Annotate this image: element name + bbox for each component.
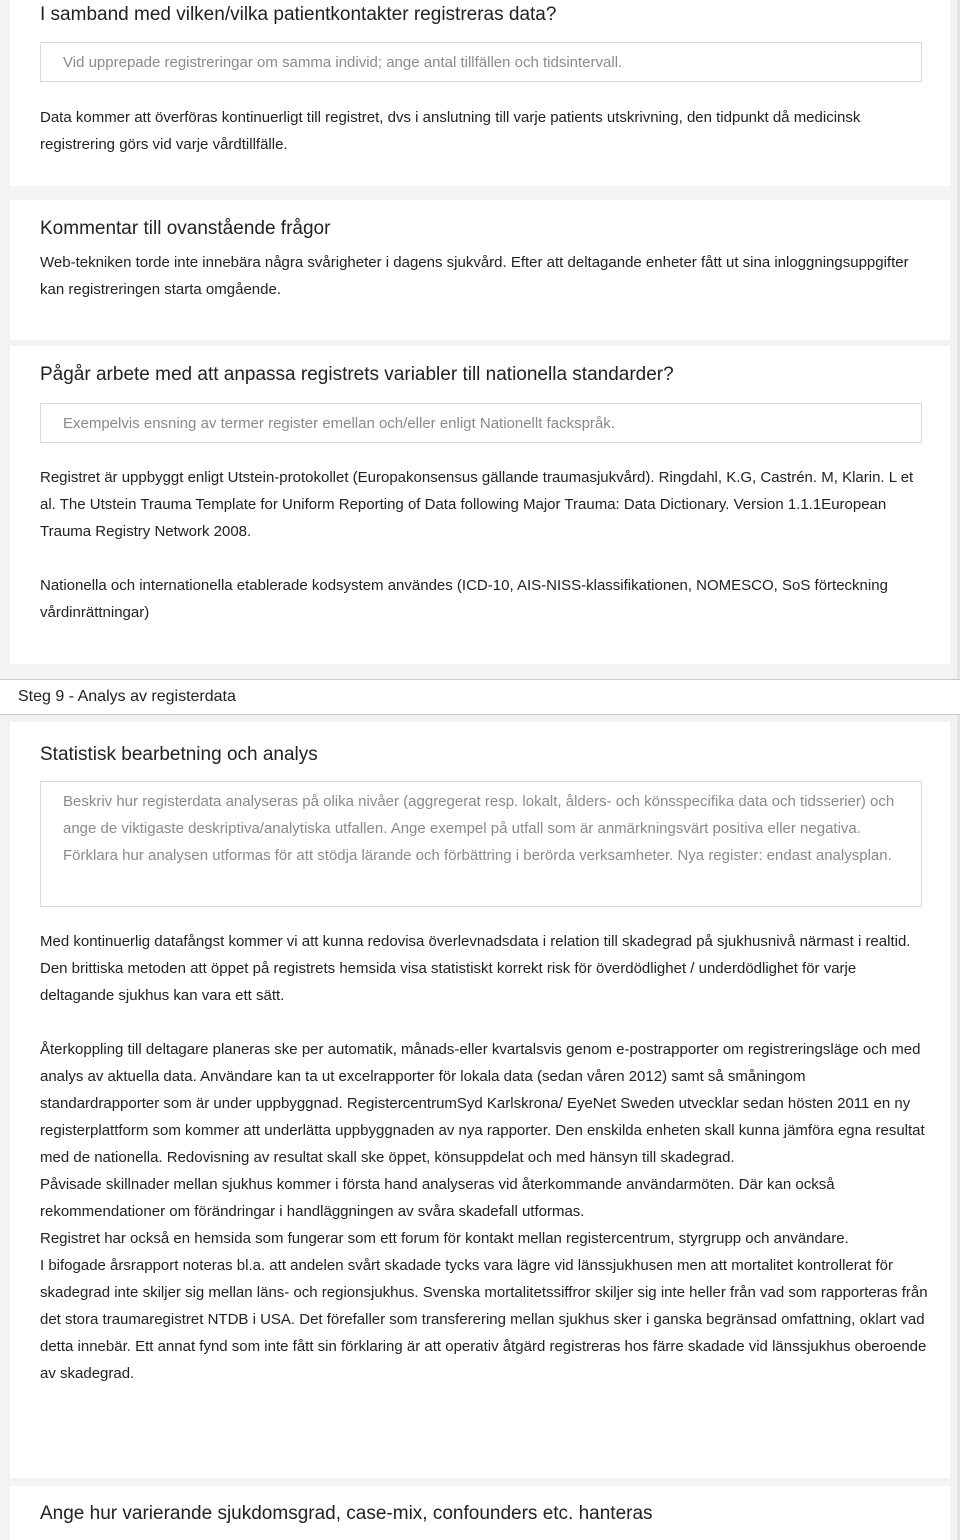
answer-paragraph: Med kontinuerlig datafångst kommer vi att kunna redovisa överlevnadsdata i relation till skadegrad på sjukhusnivå närmast i realtid. Den brittiska metoden att öppet på registrets hemsida visa statistiskt korrekt risk för överdödlighet / underdödlighet för varje deltagande sjukhus kan vara ett sätt. <box>40 933 911 1004</box>
question-answer <box>40 928 928 1387</box>
question-card-patient-contacts <box>10 0 950 186</box>
question-title: I samband med vilken/vilka patientkontakter registreras data? <box>40 4 557 25</box>
question-card-comment <box>10 200 950 340</box>
question-card-statistical-analysis <box>10 722 950 1478</box>
answer-paragraph: Påvisade skillnader mellan sjukhus kommer i första hand analyseras vid återkommande användarmöten. Där kan också rekommendationer om förändringar i handläggningen av svåra skadefall utformas. <box>40 1176 835 1220</box>
question-title: Ange hur varierande sjukdomsgrad, case-mix, confounders etc. hanteras <box>40 1503 653 1524</box>
question-title: Pågår arbete med att anpassa registrets variabler till nationella standarder? <box>40 364 674 385</box>
question-answer <box>40 464 928 626</box>
answer-paragraph: Nationella och internationella etablerade kodsystem användes (ICD-10, AIS-NISS-klassifikationen, NOMESCO, SoS förteckning vårdinrättningar) <box>40 577 888 621</box>
question-answer: Data kommer att överföras kontinuerligt till registret, dvs i anslutning till varje patients utskrivning, den tidpunkt då medicinsk registrering görs vid varje vårdtillfälle. <box>40 109 861 153</box>
answer-paragraph: Registret har också en hemsida som fungerar som ett forum för kontakt mellan registercentrum, styrgrupp och användare. <box>40 1230 849 1247</box>
question-card-case-mix <box>10 1486 950 1540</box>
question-hint: Vid upprepade registreringar om samma individ; ange antal tillfällen och tidsintervall. <box>40 42 922 82</box>
question-title: Kommentar till ovanstående frågor <box>40 218 331 239</box>
question-answer: Web-tekniken torde inte innebära några svårigheter i dagens sjukvård. Efter att deltagande enheter fått ut sina inloggningsuppgifter kan registreringen starta omgående. <box>40 254 909 298</box>
question-title: Statistisk bearbetning och analys <box>40 744 318 765</box>
question-hint: Beskriv hur registerdata analyseras på olika nivåer (aggregerat resp. lokalt, ålders- och könsspecifika data och tidsserier) och ange de viktigaste deskriptiva/analytiska utfallen. Ange exempel på utfall som är anmärkningsvärt positiva eller negativa. Förklara hur analysen utformas för att stödja lärande och förbättring i berörda verksamheter. Nya register: endast analysplan. <box>40 781 922 907</box>
answer-paragraph: Registret är uppbyggt enligt Utstein-protokollet (Europakonsensus gällande traumasjukvård). Ringdahl, K.G, Castrén. M, Klarin. L et al. The Utstein Trauma Template for Uniform Reporting of Data following Major Trauma: Data Dictionary. Version 1.1.1European Trauma Registry Network 2008. <box>40 469 914 540</box>
answer-paragraph: Återkoppling till deltagare planeras ske per automatik, månads-eller kvartalsvis genom e-postrapporter om registreringsläge och med analys av aktuella data. Användare kan ta ut excelrapporter för lokala data (sedan våren 2012) samt så småningom standardrapporter som är under uppbyggnad. RegistercentrumSyd Karlskrona/ EyeNet Sweden utvecklar sedan hösten 2011 en ny registerplattform som kommer att underlätta uppbyggnaden av nya rapporter. Den enskilda enheten skall kunna jämföra egna resultat med de nationella. Redovisning av resultat skall ske öppet, könsuppdelat och med hänsyn till skadegrad. <box>40 1041 925 1166</box>
step-title: Steg 9 - Analys av registerdata <box>18 688 236 705</box>
question-card-standards <box>10 346 950 664</box>
answer-paragraph: I bifogade årsrapport noteras bl.a. att andelen svårt skadade tycks vara lägre vid länssjukhusen men att mortalitet kontrollerat för skadegrad inte skiljer sig mellan läns- och regionsjukhus. Svenska mortalitetssiffror skiljer sig inte heller från vad som rapporteras från det stora traumaregistret NTDB i USA. Det förefaller som transferering mellan sjukhus sker i ganska begränsad omfattning, oklart vad detta innebär. Ett annat fynd som inte fått sin förklaring är att operativ åtgärd registreras hos färre skadade vid länssjukhus oberoende av skadegrad. <box>40 1257 928 1382</box>
question-hint: Exempelvis ensning av termer register emellan och/eller enligt Nationellt fackspråk. <box>40 403 922 443</box>
step-header <box>0 679 960 715</box>
